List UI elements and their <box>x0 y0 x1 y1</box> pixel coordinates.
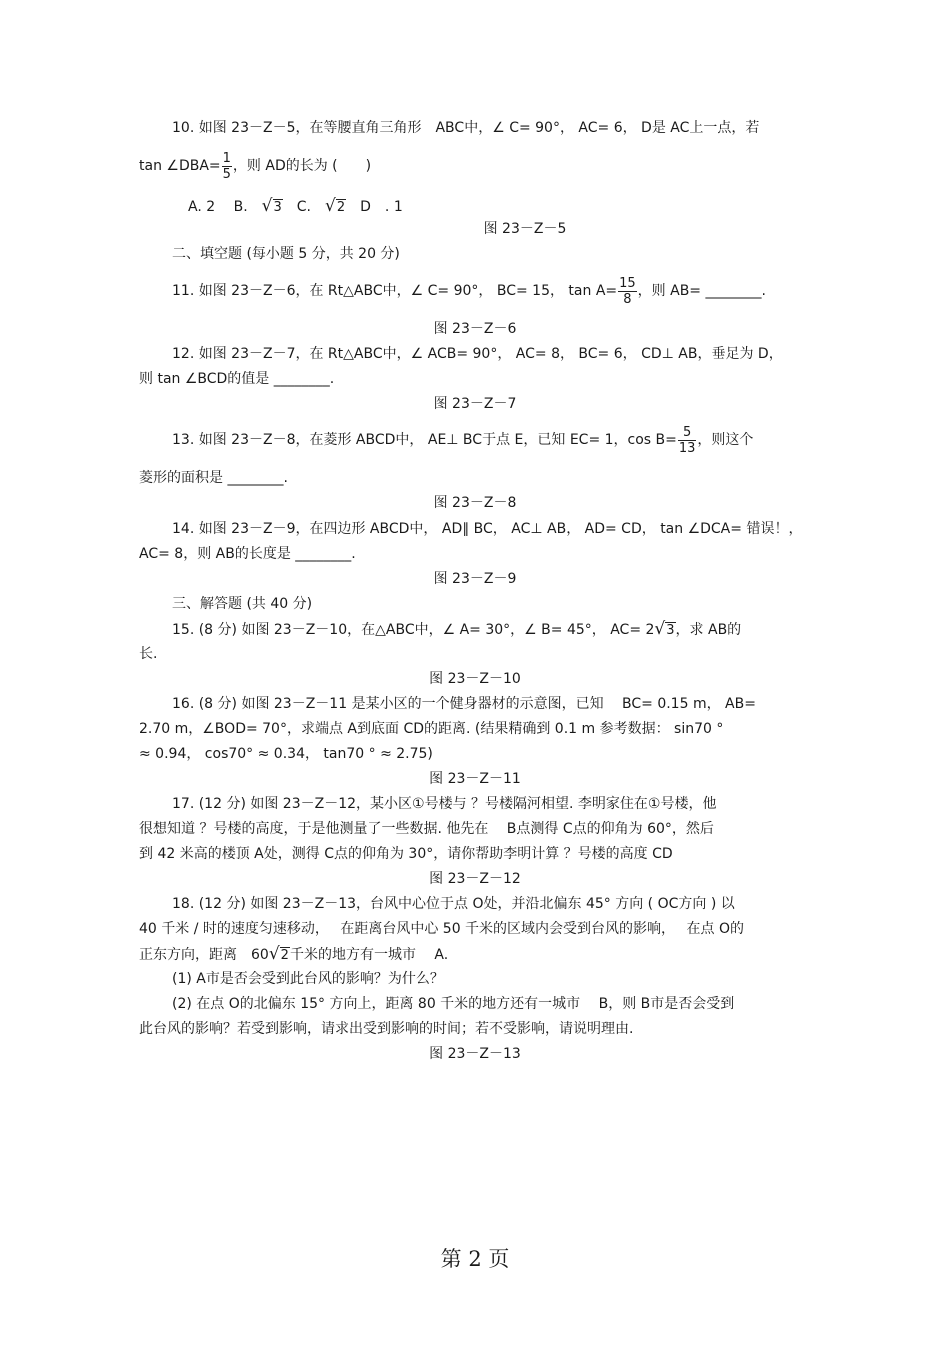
q16-line2: 2.70 m，∠BOD= 70°，求端点 A到底面 CD的距离. (结果精确到 0.1 m 参考数据： sin70 ° <box>139 721 724 737</box>
q18-sub2-cont: 此台风的影响？若受到影响，请求出受到影响的时间；若不受影响，请说明理由. <box>139 1021 634 1037</box>
q16-line3: ≈ 0.94， cos70° ≈ 0.34， tan70 ° ≈ 2.75) <box>139 746 433 762</box>
q15-line1: 15. (8 分) 如图 23－Z－10，在△ABC中，∠ A= 30°，∠ B= 45°， AC= 2√3，求 AB的 <box>172 619 742 639</box>
q10-line2 <box>139 150 371 182</box>
caption-fig11: 图 23－Z－11 <box>429 771 521 787</box>
q12-line2: 则 tan ∠BCD的值是 ________. <box>139 371 335 387</box>
caption-fig5: 图 23－Z－5 <box>483 221 567 237</box>
caption-fig12: 图 23－Z－12 <box>429 871 521 887</box>
q11-fraction: $\frac{15}{8}$ <box>619 275 636 307</box>
q18-line3: 正东方向，距离 60√2千米的地方有一城市 A. <box>139 944 449 964</box>
q13-line1: 13. 如图 23－Z－8，在菱形 ABCD中， AE⊥ BC于点 E，已知 EC= 1，cos B= $\frac{5}{13}$ ，则这个 <box>172 424 754 456</box>
q18-sub1: (1) A市是否会受到此台风的影响？为什么？ <box>172 971 444 987</box>
caption-fig8: 图 23－Z－8 <box>433 495 517 511</box>
caption-fig13: 图 23－Z－13 <box>429 1046 521 1062</box>
q14-line2: AC= 8，则 AB的长度是 ________. <box>139 546 356 562</box>
page-number: 第 2 页 <box>440 1247 510 1271</box>
q18-line1: 18. (12 分) 如图 23－Z－13，台风中心位于点 O处，并沿北偏东 45° 方向 ( OC方向 ) 以 <box>172 896 735 912</box>
q18-sub2: (2) 在点 O的北偏东 15° 方向上，距离 80 千米的地方还有一城市 B，则 B市是否会受到 <box>172 996 735 1012</box>
sqrt3: √3 <box>261 196 282 216</box>
caption-fig6: 图 23－Z－6 <box>433 321 517 337</box>
q18-line2: 40 千米 / 时的速度匀速移动， 在距离台风中心 50 千米的区域内会受到台风的影响， 在点 O的 <box>139 921 744 937</box>
sqrt2-q18: √2 <box>268 944 289 964</box>
section-2-heading: 二、填空题 (每小题 5 分，共 20 分) <box>172 246 400 262</box>
q11-line: 11. 如图 23－Z－6，在 Rt△ABC中，∠ C= 90°， BC= 15， tan A= $\frac{15}{8}$ ，则 AB= ________. <box>172 275 766 307</box>
q10-pre: tan ∠DBA= <box>139 158 221 174</box>
q17-line1: 17. (12 分) 如图 23－Z－12，某小区①号楼与 ？号楼隔河相望. 李明家住在①号楼，他 <box>172 796 717 812</box>
section-3-heading: 三、解答题 (共 40 分) <box>172 596 313 612</box>
q10-fraction: $\frac{1}{5}$ <box>222 150 231 182</box>
q16-line1: 16. (8 分) 如图 23－Z－11 是某小区的一个健身器材的示意图，已知 BC= 0.15 m， AB= <box>172 696 756 712</box>
q13-line2: 菱形的面积是 ________. <box>139 470 288 486</box>
q10-options: A. 2 B. √3 C. √2 D . 1 <box>188 196 403 216</box>
q12-line1: 12. 如图 23－Z－7，在 Rt△ABC中，∠ ACB= 90°， AC= 8， BC= 6， CD⊥ AB，垂足为 D， <box>172 346 783 362</box>
caption-fig7: 图 23－Z－7 <box>433 396 517 412</box>
q10-post: ，则 AD的长为 ( ) <box>232 158 372 174</box>
q13-fraction: $\frac{5}{13}$ <box>678 424 696 456</box>
q17-line2: 很想知道 ？号楼的高度，于是他测量了一些数据. 他先在 B点测得 C点的仰角为 60°，然后 <box>139 821 714 837</box>
caption-fig9: 图 23－Z－9 <box>433 571 517 587</box>
q14-line1: 14. 如图 23－Z－9，在四边形 ABCD中， AD∥ BC， AC⊥ AB， AD= CD， tan ∠DCA= 错误！， <box>172 521 803 537</box>
q17-line3: 到 42 米高的楼顶 A处，测得 C点的仰角为 30°，请你帮助李明计算 ？号楼的高度 CD <box>139 846 673 862</box>
sqrt2: √2 <box>325 196 346 216</box>
q10-line1: 10. 如图 23－Z－5，在等腰直角三角形 ABC中，∠ C= 90°， AC= 6， D是 AC上一点，若 <box>172 120 760 136</box>
q15-line2: 长. <box>139 646 158 662</box>
caption-fig10: 图 23－Z－10 <box>429 671 521 687</box>
sqrt3-q15: √3 <box>654 619 675 639</box>
